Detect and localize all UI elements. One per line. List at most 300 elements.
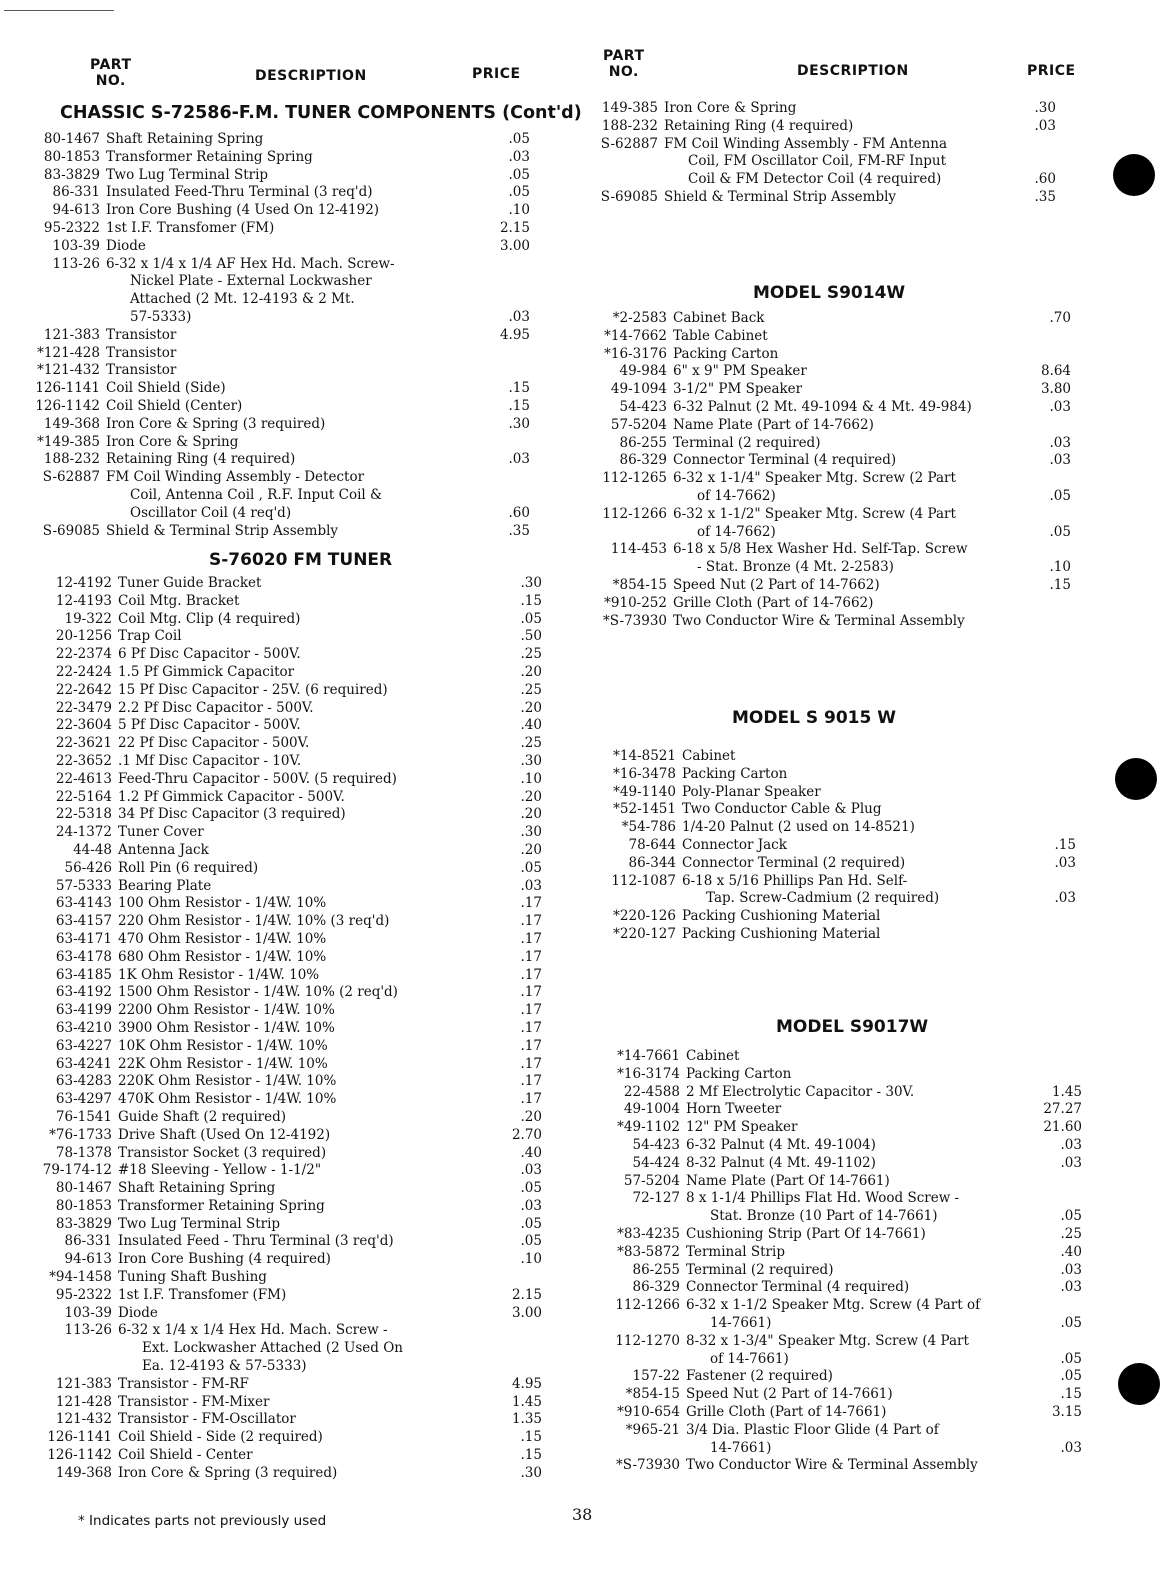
part-price: .17 xyxy=(520,913,542,930)
part-price: 2.15 xyxy=(499,219,530,236)
part-price: .03 xyxy=(508,308,530,325)
description-line: Transistor xyxy=(106,344,177,361)
part-number: 22-3652 xyxy=(55,752,112,769)
part-price: .30 xyxy=(520,575,542,591)
parts-row xyxy=(5,131,530,149)
description-line: Packing Carton xyxy=(686,1065,792,1082)
part-price: .17 xyxy=(520,1002,542,1019)
part-description xyxy=(118,1305,494,1323)
part-description xyxy=(118,806,494,824)
description-line: 6-32 x 1/4 x 1/4 AF Hex Hd. Mach. Screw- xyxy=(106,255,395,272)
part-number: 22-2424 xyxy=(55,663,112,680)
part-number: *49-1102 xyxy=(617,1119,680,1136)
description-line: 1500 Ohm Resistor - 1/4W. 10% (2 req'd) xyxy=(118,984,398,1001)
description-line: Connector Terminal (4 required) xyxy=(686,1279,910,1296)
part-description xyxy=(673,577,1023,595)
part-number: 103-39 xyxy=(52,237,100,254)
description-line: Shield & Terminal Strip Assembly xyxy=(106,522,339,539)
model-9014-parts-list xyxy=(587,310,1071,630)
part-description xyxy=(106,398,482,416)
part-description xyxy=(118,1145,494,1163)
part-price: .03 xyxy=(1054,854,1076,871)
description-line: Packing Cushioning Material xyxy=(682,925,881,942)
part-description xyxy=(106,327,482,345)
parts-row xyxy=(590,1226,1082,1244)
part-number: 44-48 xyxy=(73,841,112,858)
description-line: 1K Ohm Resistor - 1/4W. 10% xyxy=(118,966,320,983)
binder-hole xyxy=(1118,1363,1160,1405)
part-number: 121-383 xyxy=(55,1375,112,1392)
parts-row xyxy=(5,149,530,167)
parts-row xyxy=(12,984,542,1002)
part-number: 22-3621 xyxy=(55,735,112,752)
part-price: .17 xyxy=(520,895,542,912)
binder-hole xyxy=(1113,154,1155,196)
part-description xyxy=(118,682,494,700)
description-line: Two Conductor Wire & Terminal Assembly xyxy=(686,1457,978,1474)
part-number: 63-4157 xyxy=(55,913,112,930)
parts-row xyxy=(587,417,1071,435)
part-number: *83-4235 xyxy=(617,1225,680,1242)
part-number: *220-126 xyxy=(613,908,676,925)
part-price: 1.35 xyxy=(511,1411,542,1428)
parts-row xyxy=(12,1091,542,1109)
part-price: .20 xyxy=(520,663,542,680)
parts-row xyxy=(590,1066,1082,1084)
right-price-header: PRICE xyxy=(1027,63,1076,79)
tuner-section-title: S-76020 FM TUNER xyxy=(209,550,393,570)
part-description xyxy=(106,434,482,452)
description-line: Transistor - FM-Mixer xyxy=(118,1393,270,1410)
description-line: 6-32 x 1/4 x 1/4 Hex Hd. Mach. Screw - xyxy=(118,1322,388,1339)
part-price: .20 xyxy=(520,1108,542,1125)
parts-row xyxy=(12,1322,542,1375)
parts-row xyxy=(587,470,1071,506)
description-line: Ext. Lockwasher Attached (2 Used On xyxy=(142,1340,403,1357)
part-number: 63-4192 xyxy=(55,984,112,1001)
description-line: Insulated Feed - Thru Terminal (3 req'd) xyxy=(118,1233,394,1250)
part-description xyxy=(682,908,1028,926)
parts-row xyxy=(587,363,1071,381)
part-number: 79-174-12 xyxy=(42,1162,112,1179)
part-number: 63-4297 xyxy=(55,1091,112,1108)
description-line: Iron Core & Spring xyxy=(106,433,239,450)
description-line: Stat. Bronze (10 Part of 14-7661) xyxy=(710,1208,938,1225)
part-description xyxy=(118,967,494,985)
part-price: .03 xyxy=(1060,1154,1082,1171)
parts-row xyxy=(590,1101,1082,1119)
part-number: 95-2322 xyxy=(43,219,100,236)
parts-row xyxy=(586,819,1076,837)
part-description xyxy=(106,184,482,202)
description-line: 1st I.F. Transfomer (FM) xyxy=(118,1286,287,1303)
parts-row xyxy=(586,908,1076,926)
part-number: 22-2374 xyxy=(55,646,112,663)
part-description xyxy=(118,700,494,718)
description-line: Ea. 12-4193 & 57-5333) xyxy=(142,1358,307,1375)
parts-row xyxy=(578,136,1056,189)
parts-row xyxy=(590,1422,1082,1458)
part-price: .10 xyxy=(1049,559,1071,576)
part-number: 94-613 xyxy=(52,202,100,219)
description-line: Tap. Screw-Cadmium (2 required) xyxy=(706,890,940,907)
binder-hole xyxy=(1115,758,1157,800)
description-line: FM Coil Winding Assembly - Detector xyxy=(106,469,365,486)
part-description xyxy=(106,167,482,185)
description-line: Two Conductor Cable & Plug xyxy=(682,801,882,818)
parts-row xyxy=(590,1386,1082,1404)
part-description xyxy=(118,1127,494,1145)
part-number: 22-4613 xyxy=(55,770,112,787)
parts-row xyxy=(5,256,530,327)
part-price: .30 xyxy=(520,824,542,841)
part-description xyxy=(118,717,494,735)
part-number: 63-4199 xyxy=(55,1002,112,1019)
description-line: Cushioning Strip (Part Of 14-7661) xyxy=(686,1225,926,1242)
part-description xyxy=(106,451,482,469)
parts-row xyxy=(587,435,1071,453)
part-number: *52-1451 xyxy=(613,801,676,818)
part-description xyxy=(664,136,1008,189)
description-line: Attached (2 Mt. 12-4193 & 2 Mt. xyxy=(130,291,355,308)
description-line: Terminal Strip xyxy=(686,1243,785,1260)
part-number: 63-4210 xyxy=(55,1019,112,1036)
description-line: 6-32 x 1-1/2 Speaker Mtg. Screw (4 Part of xyxy=(686,1297,981,1314)
description-line: 1.5 Pf Gimmick Capacitor xyxy=(118,663,295,680)
model-9014-title: MODEL S9014W xyxy=(753,283,906,303)
description-line: Terminal (2 required) xyxy=(686,1261,834,1278)
part-number: 83-3829 xyxy=(43,166,100,183)
part-description xyxy=(118,1411,494,1429)
part-number: 63-4241 xyxy=(55,1055,112,1072)
parts-row xyxy=(5,202,530,220)
description-line: Coil Mtg. Bracket xyxy=(118,592,240,609)
parts-row xyxy=(587,506,1071,542)
part-number: *83-5872 xyxy=(617,1243,680,1260)
top-rule xyxy=(4,10,114,11)
parts-row xyxy=(590,1244,1082,1262)
part-price: .25 xyxy=(520,681,542,698)
parts-row xyxy=(12,1251,542,1269)
parts-row xyxy=(586,855,1076,873)
part-price: .10 xyxy=(520,770,542,787)
part-number: 80-1853 xyxy=(43,148,100,165)
part-description xyxy=(686,1119,1034,1137)
part-description xyxy=(673,470,1023,506)
parts-row xyxy=(12,1056,542,1074)
parts-row xyxy=(12,700,542,718)
parts-row xyxy=(578,118,1056,136)
part-description xyxy=(673,310,1023,328)
part-number: 86-255 xyxy=(632,1261,680,1278)
part-description xyxy=(106,131,482,149)
part-description xyxy=(118,1465,494,1483)
model-9017-parts-list xyxy=(590,1048,1082,1475)
part-number: 49-1004 xyxy=(623,1101,680,1118)
part-number: 112-1087 xyxy=(611,872,676,889)
part-number: *2-2583 xyxy=(612,310,667,326)
description-line: Bearing Plate xyxy=(118,877,212,894)
description-line: Cabinet xyxy=(686,1048,740,1064)
part-price: .17 xyxy=(520,1019,542,1036)
part-description xyxy=(664,189,1008,207)
part-number: 112-1265 xyxy=(602,470,667,487)
parts-row xyxy=(12,628,542,646)
part-number: 157-22 xyxy=(632,1368,680,1385)
part-price: 1.45 xyxy=(1051,1083,1082,1100)
description-line: Transistor xyxy=(106,326,177,343)
part-price: .03 xyxy=(520,1162,542,1179)
part-price: .03 xyxy=(508,148,530,165)
part-number: 149-368 xyxy=(55,1464,112,1481)
part-description xyxy=(118,646,494,664)
part-number: 63-4171 xyxy=(55,930,112,947)
part-description xyxy=(118,593,494,611)
part-description xyxy=(682,766,1028,784)
part-description xyxy=(686,1066,1034,1084)
parts-row xyxy=(590,1084,1082,1102)
description-line: Coil & FM Detector Coil (4 required) xyxy=(688,171,942,188)
part-number: 22-5318 xyxy=(55,806,112,823)
parts-row xyxy=(5,238,530,256)
part-description xyxy=(106,238,482,256)
part-price: .40 xyxy=(520,1144,542,1161)
part-number: *54-786 xyxy=(621,819,676,836)
part-number: 188-232 xyxy=(43,451,100,468)
part-price: .15 xyxy=(520,1447,542,1464)
parts-row xyxy=(12,806,542,824)
parts-row xyxy=(12,1216,542,1234)
description-line: Packing Carton xyxy=(673,345,779,362)
description-line: Cabinet Back xyxy=(673,310,765,326)
part-description xyxy=(118,1269,494,1287)
parts-row xyxy=(587,613,1071,631)
part-description xyxy=(682,819,1028,837)
parts-row xyxy=(12,1038,542,1056)
part-number: *S-73930 xyxy=(603,612,667,629)
part-description xyxy=(673,399,1023,417)
part-description xyxy=(106,380,482,398)
part-description xyxy=(682,801,1028,819)
part-price: .05 xyxy=(508,166,530,183)
part-price: .40 xyxy=(520,717,542,734)
parts-row xyxy=(12,611,542,629)
part-number: *16-3478 xyxy=(613,765,676,782)
part-price: .10 xyxy=(520,1251,542,1268)
description-line: of 14-7662) xyxy=(697,487,776,504)
part-number: 86-331 xyxy=(52,184,100,201)
parts-row xyxy=(5,380,530,398)
part-price: 4.95 xyxy=(511,1375,542,1392)
part-number: 76-1541 xyxy=(55,1108,112,1125)
part-description xyxy=(106,202,482,220)
part-description xyxy=(118,753,494,771)
part-number: *854-15 xyxy=(625,1386,680,1403)
parts-row xyxy=(12,1145,542,1163)
part-number: 80-1853 xyxy=(55,1197,112,1214)
description-line: Roll Pin (6 required) xyxy=(118,859,259,876)
part-description xyxy=(682,837,1028,855)
description-line: Nickel Plate - External Lockwasher xyxy=(130,273,372,290)
part-number: 86-329 xyxy=(619,452,667,469)
parts-row xyxy=(12,1002,542,1020)
parts-row xyxy=(5,416,530,434)
parts-row xyxy=(12,1127,542,1145)
part-number: 112-1266 xyxy=(615,1297,680,1314)
part-number: 49-1094 xyxy=(610,381,667,398)
description-line: 14-7661) xyxy=(710,1314,772,1331)
part-price: .35 xyxy=(508,522,530,539)
part-number: *854-15 xyxy=(612,576,667,593)
part-price: 1.45 xyxy=(511,1393,542,1410)
part-price: .20 xyxy=(520,806,542,823)
parts-row xyxy=(578,189,1056,207)
part-number: 12-4193 xyxy=(55,592,112,609)
parts-row xyxy=(587,381,1071,399)
parts-row xyxy=(12,1162,542,1180)
part-description xyxy=(673,506,1023,542)
description-line: 6-32 x 1-1/4" Speaker Mtg. Screw (2 Part xyxy=(673,470,956,487)
parts-row xyxy=(12,789,542,807)
part-number: 95-2322 xyxy=(55,1286,112,1303)
description-line: Transistor xyxy=(106,362,177,379)
description-line: 6 Pf Disc Capacitor - 500V. xyxy=(118,646,301,663)
left-part-no-header: PART NO. xyxy=(90,57,132,89)
part-description xyxy=(686,1244,1034,1262)
part-price: .03 xyxy=(1049,434,1071,451)
description-line: 34 Pf Disc Capacitor (3 required) xyxy=(118,806,346,823)
part-number: 112-1266 xyxy=(602,505,667,522)
description-line: Packing Carton xyxy=(682,765,788,782)
parts-row xyxy=(12,664,542,682)
part-price: .35 xyxy=(1034,188,1056,205)
description-line: Shaft Retaining Spring xyxy=(118,1180,276,1197)
part-number: 121-432 xyxy=(55,1411,112,1428)
part-price: 2.15 xyxy=(511,1286,542,1303)
part-number: *14-8521 xyxy=(613,748,676,764)
part-number: 86-331 xyxy=(64,1233,112,1250)
description-line: Iron Core & Spring xyxy=(664,100,797,116)
part-description xyxy=(664,100,1008,118)
part-number: 80-1467 xyxy=(43,131,100,147)
part-number: 121-383 xyxy=(43,326,100,343)
part-description xyxy=(118,824,494,842)
parts-row xyxy=(12,949,542,967)
part-description xyxy=(686,1404,1034,1422)
part-price: .05 xyxy=(1060,1208,1082,1225)
part-price: .03 xyxy=(1049,398,1071,415)
parts-row xyxy=(12,1109,542,1127)
description-line: of 14-7662) xyxy=(697,523,776,540)
part-number: 114-453 xyxy=(610,541,667,558)
part-number: *16-3176 xyxy=(604,345,667,362)
description-line: 10K Ohm Resistor - 1/4W. 10% xyxy=(118,1037,328,1054)
parts-row xyxy=(587,310,1071,328)
part-description xyxy=(682,873,1028,909)
part-price: .15 xyxy=(1054,836,1076,853)
parts-row xyxy=(12,1305,542,1323)
parts-row xyxy=(5,434,530,452)
parts-row xyxy=(590,1297,1082,1333)
description-line: 6-32 x 1-1/2" Speaker Mtg. Screw (4 Part xyxy=(673,505,956,522)
description-line: Packing Cushioning Material xyxy=(682,908,881,925)
part-description xyxy=(118,628,494,646)
part-price: .15 xyxy=(520,592,542,609)
part-description xyxy=(673,328,1023,346)
description-line: Diode xyxy=(118,1304,158,1321)
part-price: .70 xyxy=(1049,310,1071,326)
part-price: .17 xyxy=(520,1037,542,1054)
part-price: .05 xyxy=(520,1233,542,1250)
description-line: Feed-Thru Capacitor - 500V. (5 required) xyxy=(118,770,397,787)
parts-row xyxy=(12,735,542,753)
description-line: Coil, Antenna Coil , R.F. Input Coil & xyxy=(130,486,383,503)
part-description xyxy=(118,895,494,913)
part-number: 57-5204 xyxy=(610,416,667,433)
page-number: 38 xyxy=(572,1505,593,1524)
parts-row xyxy=(5,398,530,416)
part-number: 188-232 xyxy=(601,117,658,134)
part-number: *49-1140 xyxy=(613,783,676,800)
description-line: 100 Ohm Resistor - 1/4W. 10% xyxy=(118,895,327,912)
part-price: .05 xyxy=(508,131,530,147)
part-number: 126-1142 xyxy=(35,397,100,414)
part-price: .05 xyxy=(1060,1350,1082,1367)
description-line: Diode xyxy=(106,237,146,254)
part-price: 3.00 xyxy=(499,237,530,254)
parts-row xyxy=(590,1137,1082,1155)
part-description xyxy=(686,1368,1034,1386)
part-number: 126-1141 xyxy=(47,1429,112,1446)
parts-row xyxy=(586,873,1076,909)
part-price: .17 xyxy=(520,1073,542,1090)
part-description xyxy=(106,149,482,167)
description-line: Shield & Terminal Strip Assembly xyxy=(664,188,897,205)
part-description xyxy=(118,949,494,967)
part-description xyxy=(673,435,1023,453)
part-description xyxy=(118,842,494,860)
right-top-parts-list xyxy=(578,100,1056,207)
part-price: .03 xyxy=(1060,1279,1082,1296)
description-line: Transformer Retaining Spring xyxy=(106,148,313,165)
part-price: .30 xyxy=(520,752,542,769)
part-price: 3.80 xyxy=(1040,381,1071,398)
description-line: Drive Shaft (Used On 12-4192) xyxy=(118,1126,331,1143)
description-line: Two Conductor Wire & Terminal Assembly xyxy=(673,612,965,629)
parts-row xyxy=(5,345,530,363)
part-price: .17 xyxy=(520,930,542,947)
left-price-header: PRICE xyxy=(472,66,521,82)
part-description xyxy=(118,1447,494,1465)
parts-row xyxy=(12,1429,542,1447)
part-price: .60 xyxy=(1034,171,1056,188)
description-line: 680 Ohm Resistor - 1/4W. 10% xyxy=(118,948,327,965)
description-line: 8 x 1-1/4 Phillips Flat Hd. Wood Screw - xyxy=(686,1190,960,1207)
description-line: Coil, FM Oscillator Coil, FM-RF Input xyxy=(688,153,947,170)
part-price: .10 xyxy=(508,202,530,219)
part-number: 112-1270 xyxy=(615,1332,680,1349)
part-price: .15 xyxy=(1049,576,1071,593)
part-price: 3.15 xyxy=(1051,1403,1082,1420)
part-number: 22-3604 xyxy=(55,717,112,734)
parts-row xyxy=(578,100,1056,118)
description-line: Speed Nut (2 Part of 14-7662) xyxy=(673,576,880,593)
part-price: .17 xyxy=(520,984,542,1001)
part-number: *121-432 xyxy=(37,362,100,379)
description-line: 1st I.F. Transfomer (FM) xyxy=(106,219,275,236)
description-line: 22K Ohm Resistor - 1/4W. 10% xyxy=(118,1055,328,1072)
description-line: Transistor Socket (3 required) xyxy=(118,1144,327,1161)
